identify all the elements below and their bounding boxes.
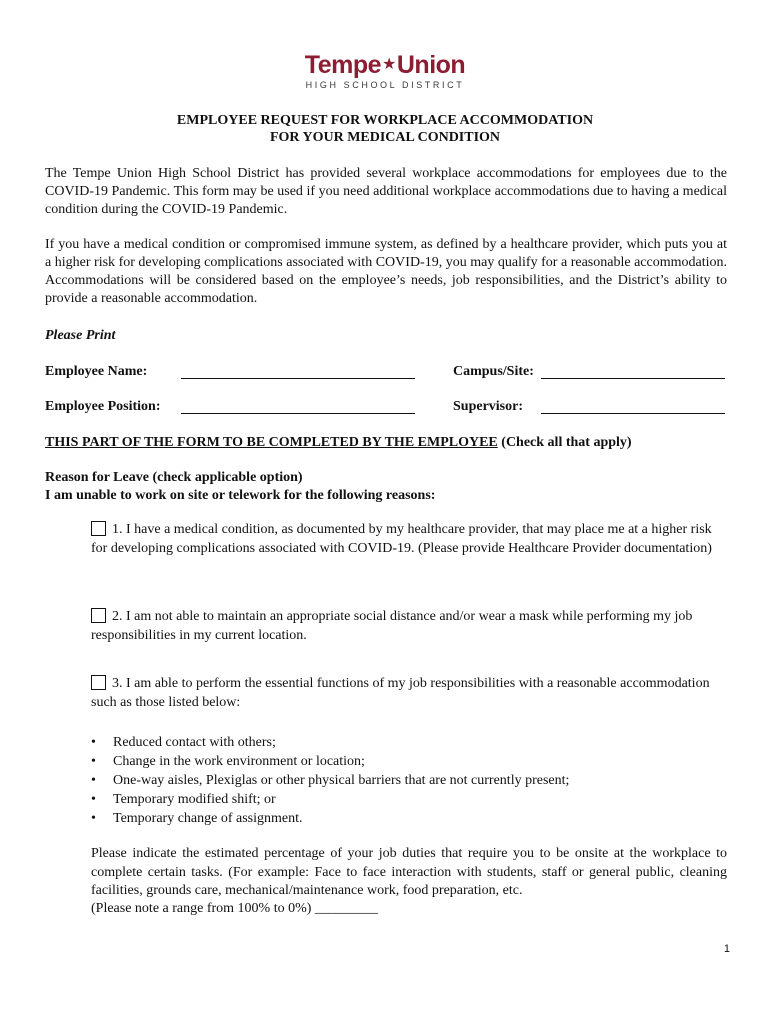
page-number: 1 <box>723 943 730 955</box>
section-heading-main: THIS PART OF THE FORM TO BE COMPLETED BY THE EMPLOYEE <box>45 435 498 450</box>
option-1-text: 1. I have a medical condition, as documented by my healthcare provider, that may place me at a higher risk for developing complications associated with COVID-19. (Please provide Healthcare Provider documentation) <box>91 522 712 556</box>
option-2-text: 2. I am not able to maintain an appropriate social distance and/or wear a mask while performing my job responsibilities in my current location. <box>91 609 693 643</box>
form-title-line1: EMPLOYEE REQUEST FOR WORKPLACE ACCOMMODATION <box>176 113 594 128</box>
option-3-checkbox[interactable] <box>91 675 106 690</box>
option-1 <box>91 521 727 558</box>
list-item: • Temporary modified shift; or <box>91 792 276 807</box>
please-print-label: Please Print <box>45 328 116 343</box>
list-item: • Change in the work environment or location; <box>91 754 365 769</box>
bullet-icon: • <box>91 754 96 769</box>
bullet-icon: • <box>91 773 96 788</box>
logo-subtitle: HIGH SCHOOL DISTRICT <box>305 80 465 90</box>
supervisor-field[interactable] <box>541 399 725 414</box>
employee-name-field[interactable] <box>181 364 415 379</box>
accommodation-list <box>91 733 691 828</box>
bullet-icon: • <box>91 811 96 826</box>
district-logo <box>300 52 470 94</box>
bullet-icon: • <box>91 735 96 750</box>
percentage-note[interactable]: (Please note a range from 100% to 0%) _________ <box>91 901 378 916</box>
logo-wordmark: Tempe★Union <box>304 51 466 79</box>
intro-paragraph-1: The Tempe Union High School District has provided several workplace accommodations for employees due to the COVID-19 Pandemic. This form may be used if you need additional workplace accommodations due to having a medical condition during the COVID-19 Pandemic. <box>45 166 727 217</box>
option-3-text: 3. I am able to perform the essential functions of my job responsibilities with a reasonable accommodation such as those listed below: <box>91 676 710 710</box>
list-item: • One-way aisles, Plexiglas or other physical barriers that are not currently present; <box>91 773 570 788</box>
percentage-instructions: Please indicate the estimated percentage of your job duties that require you to be onsite at the workplace to complete certain tasks. (For example: Face to face interaction with students, staff or general public, cleaning facilities, grounds care, mechanical/maintenance work, food preparation, etc. <box>91 846 727 898</box>
reason-heading: Reason for Leave (check applicable option) <box>45 470 303 485</box>
list-item: • Temporary change of assignment. <box>91 811 303 826</box>
intro-paragraph-2: If you have a medical condition or compromised immune system, as defined by a healthcare provider, which puts you at a higher risk for developing complications associated with COVID-19, you may qualify for a reasonable accommodation. Accommodations will be considered based on the employee’s needs, job responsibilities, and the District’s ability to provide a reasonable accommodation. <box>45 237 727 306</box>
supervisor-label: Supervisor: <box>453 399 523 414</box>
reason-subheading: I am unable to work on site or telework for the following reasons: <box>45 488 436 503</box>
star-icon: ★ <box>382 56 396 73</box>
employee-name-label: Employee Name: <box>45 364 148 379</box>
list-item: • Reduced contact with others; <box>91 735 276 750</box>
campus-site-field[interactable] <box>541 364 725 379</box>
employee-position-field[interactable] <box>181 399 415 414</box>
option-3 <box>91 675 727 712</box>
section-heading <box>45 434 632 451</box>
form-title-line2: FOR YOUR MEDICAL CONDITION <box>269 130 501 145</box>
section-heading-note: (Check all that apply) <box>497 435 632 450</box>
bullet-icon: • <box>91 792 96 807</box>
option-2-checkbox[interactable] <box>91 608 106 623</box>
option-1-checkbox[interactable] <box>91 521 106 536</box>
employee-position-label: Employee Position: <box>45 399 161 414</box>
option-2 <box>91 608 727 645</box>
campus-site-label: Campus/Site: <box>453 364 534 379</box>
